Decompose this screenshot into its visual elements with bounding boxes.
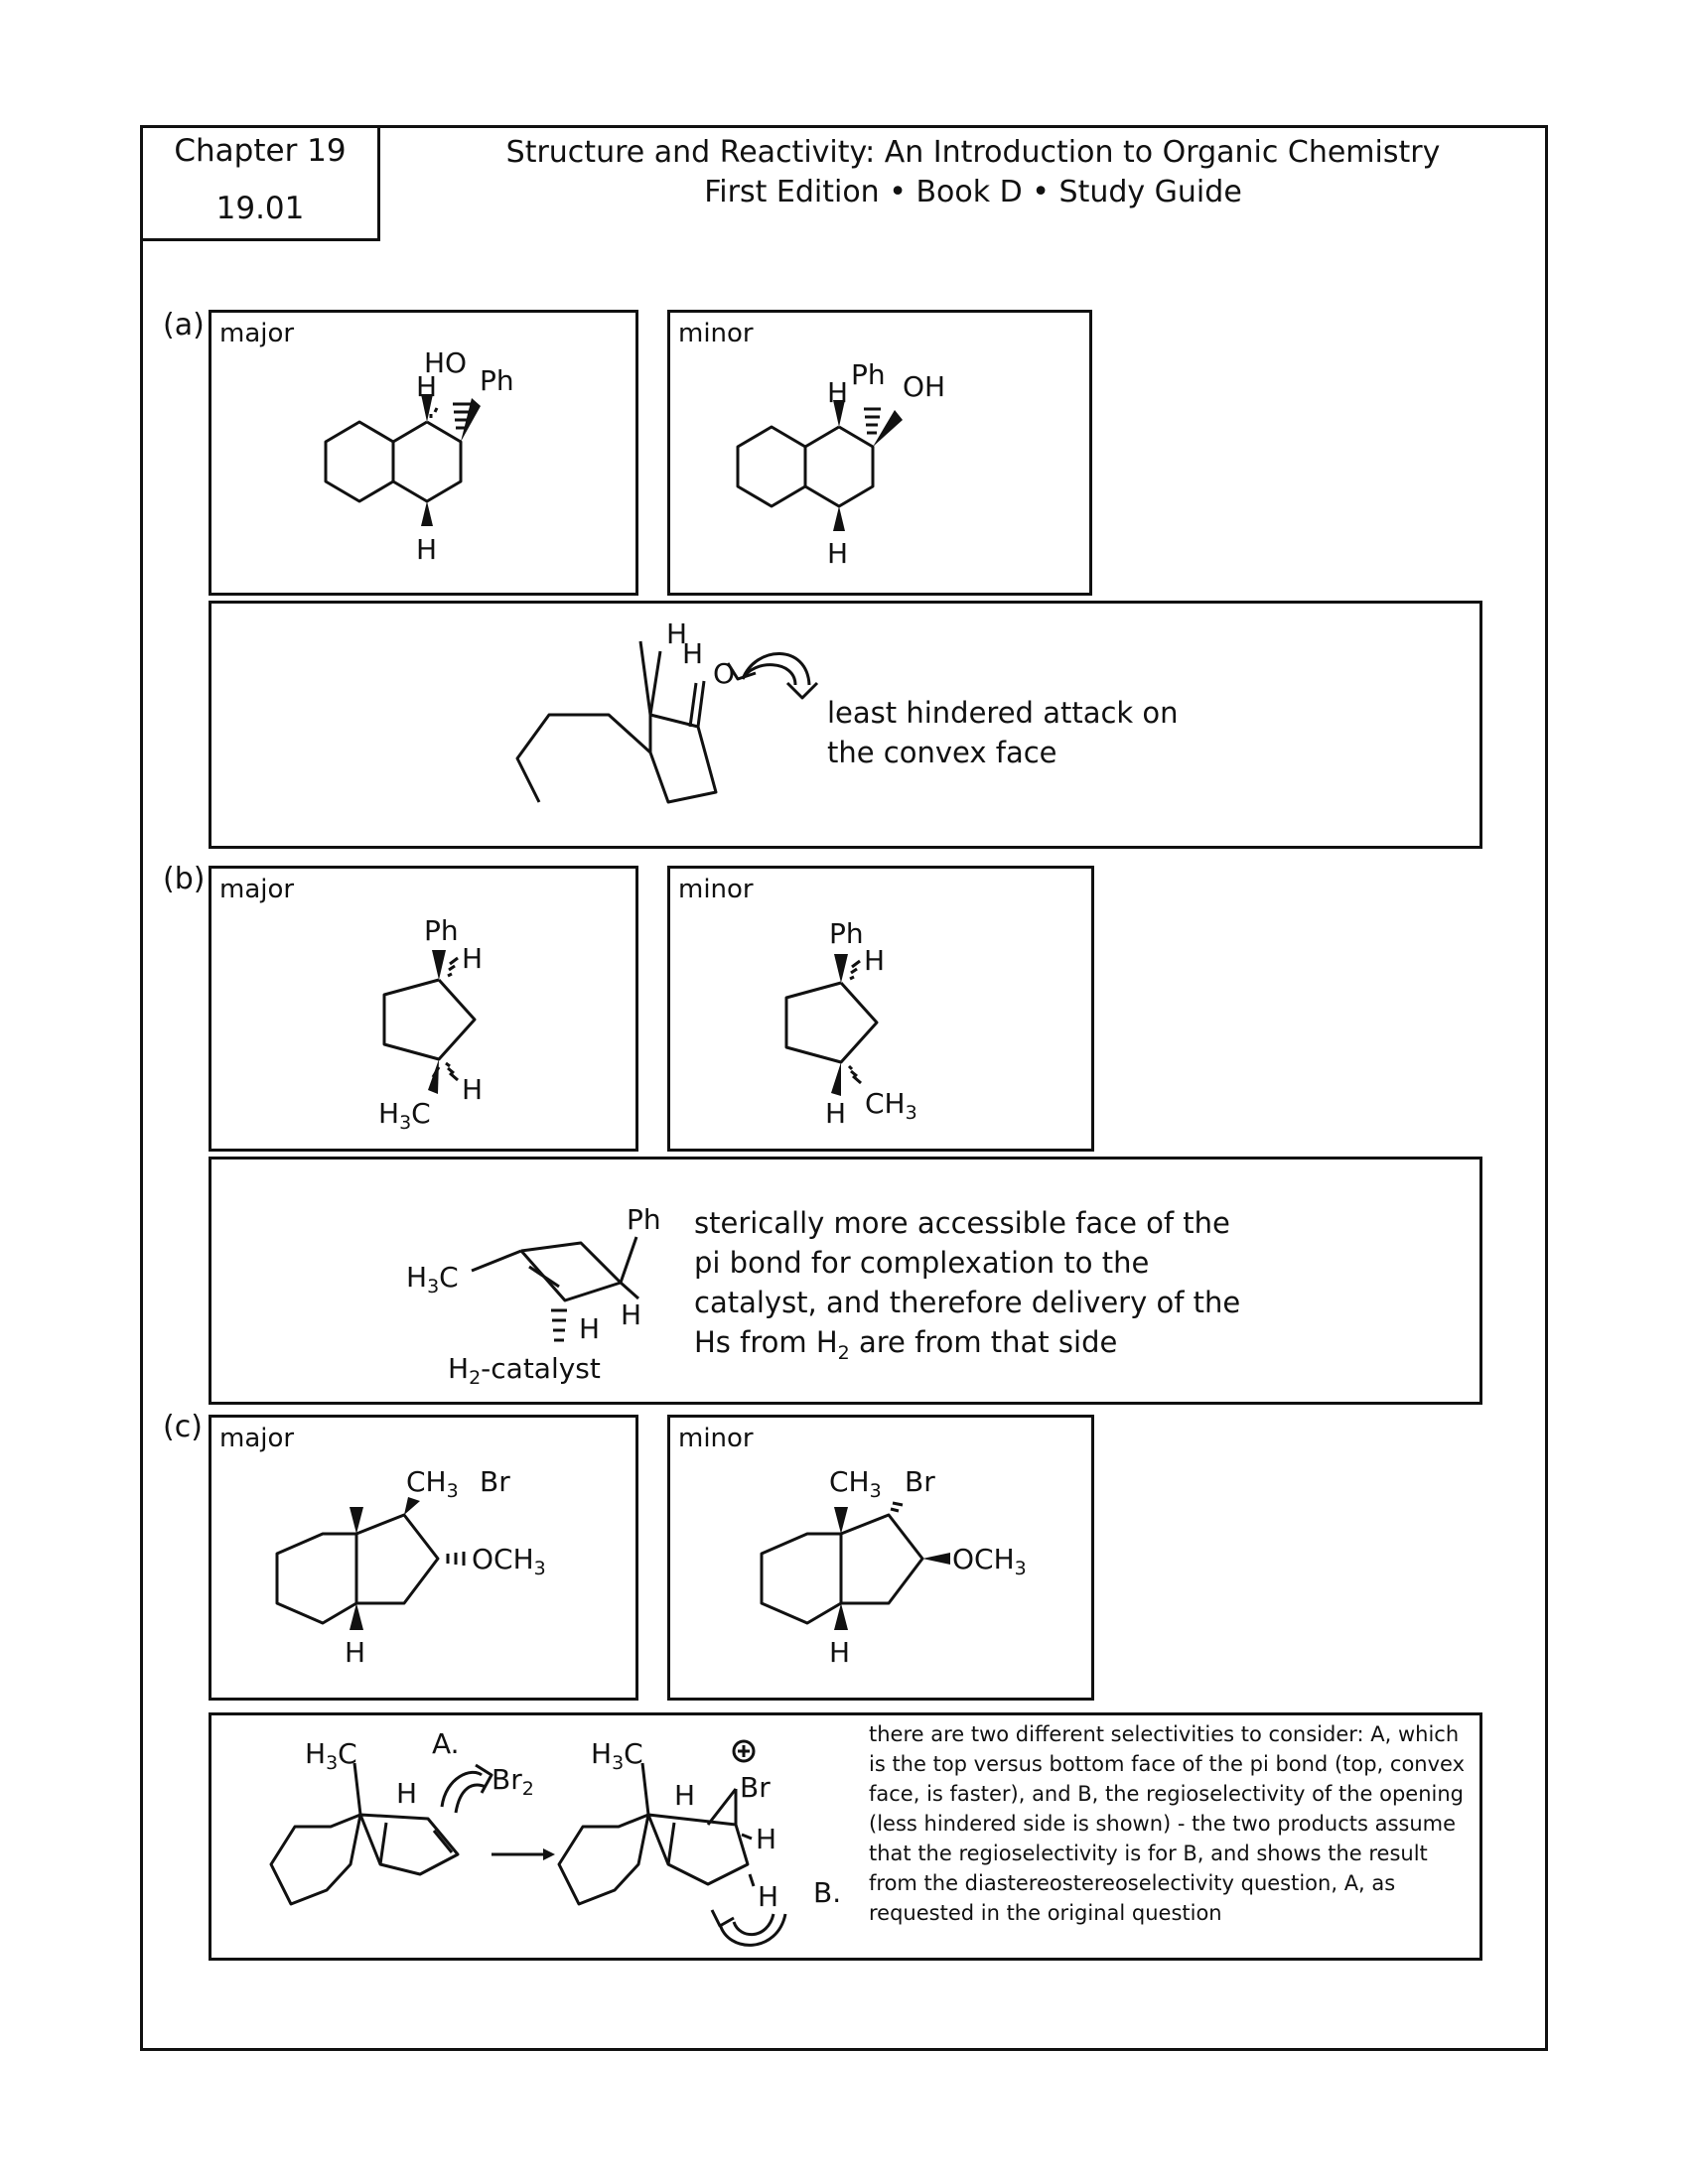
problem-number: 19.01 [215,191,305,226]
methyl-label: $H_3C$ [406,1261,459,1297]
catalyst-label: $H_2$-catalyst [448,1352,601,1389]
hydrogen-label: H [829,1636,851,1669]
methoxy-label: $OCH_3$ [472,1543,546,1579]
bromine-label: Br [480,1465,510,1498]
chapter-box [140,125,380,241]
book-edition: First Edition • Book D • Study Guide [704,175,1242,209]
hydrogen-label: H [621,1298,642,1331]
part-a-label: (a) [163,308,205,342]
phenyl-label: Ph [829,917,864,950]
bromine-label: Br [905,1465,935,1498]
phenyl-label: Ph [480,364,514,397]
hydrogen-label: H [579,1312,601,1345]
part-a-minor-structure [670,313,1095,599]
carbonyl-oxygen-label: O [713,657,736,690]
part-a-explanation-box [209,601,1482,849]
hydrogen-label: H [416,370,438,403]
methyl-label: $CH_3$ [829,1465,882,1502]
phenyl-label: Ph [627,1203,661,1236]
minor-tag: minor [678,319,754,348]
step-a-label: A. [432,1727,460,1760]
minor-tag: minor [678,875,754,904]
major-tag: major [219,1424,295,1453]
chapter-label: Chapter 19 [174,133,347,169]
hydrogen-label: H [756,1823,777,1855]
bromine-label: Br [740,1771,771,1804]
step-b-label: B. [813,1876,842,1909]
bromine-reagent-label: $Br_2$ [492,1763,534,1800]
major-tag: major [219,875,295,904]
hydrogen-label: H [827,537,849,570]
hydroxyl-label: OH [903,370,946,403]
methoxy-label: $OCH_3$ [952,1543,1027,1579]
hydrogen-label: H [758,1880,779,1913]
part-a-minor-box [667,310,1092,596]
part-c-minor-box [667,1415,1094,1701]
minor-tag: minor [678,1424,754,1453]
part-b-label: (b) [163,862,206,896]
part-c-major-box [209,1415,638,1701]
hydrogen-label: H [827,376,849,409]
part-c-minor-structure [670,1418,1097,1704]
major-tag: major [219,319,295,348]
methyl-label: $CH_3$ [406,1465,459,1502]
part-b-minor-structure [670,869,1097,1155]
methyl-label: $H_3C$ [591,1737,643,1774]
methyl-label: $H_3C$ [378,1097,431,1134]
hydrogen-label: H [462,942,484,975]
phenyl-label: Ph [424,914,459,947]
methyl-label: $H_3C$ [305,1737,357,1774]
part-b-minor-box [667,866,1094,1152]
phenyl-label: Ph [851,358,886,391]
selectivity-note: there are two different selectivities to consider: A, which is the top versus bottom face of the pi bond (top, convex face, is faster), and B, the regioselectivity of the opening (less hindered side is shown) - the two products assume that the regioselectivity is for B, and shows the result from the diastereostereoselectivity question, A, as requested in the original question [869,1722,1466,1925]
steric-face-text-end: are from that side [849,1325,1118,1359]
part-b-major-box [209,866,638,1152]
part-a-major-structure [211,313,641,599]
hydrogen-label: H [864,944,886,977]
part-c-label: (c) [163,1410,203,1444]
steric-face-text: sterically more accessible face of the pi bond for complexation to the catalyst, and therefore delivery of the Hs from H [694,1206,1241,1359]
part-b-explanation-box [209,1157,1482,1405]
methyl-label: $CH_3$ [865,1087,917,1124]
hydrogen-label: H [825,1097,847,1130]
convex-face-note: least hindered attack on the convex face [827,696,1179,769]
subscript-two: 2 [837,1341,850,1364]
hydrogen-label: H [462,1073,484,1106]
hydroxyl-label: HO [424,346,468,379]
hydrogen-label: H [666,617,688,650]
steric-face-note [694,1203,1250,1373]
part-b-major-structure [211,869,641,1155]
part-c-explanation-box [209,1712,1482,1961]
hydrogen-label: H [674,1779,696,1812]
hydrogen-label: H [682,637,704,670]
book-header [427,133,1519,212]
part-c-major-structure [211,1418,641,1704]
hydrogen-label: H [396,1777,418,1810]
hydrogen-label: H [416,533,438,566]
part-a-major-box [209,310,638,596]
book-title: Structure and Reactivity: An Introduction to Organic Chemistry [505,135,1441,170]
hydrogen-label: H [345,1636,366,1669]
